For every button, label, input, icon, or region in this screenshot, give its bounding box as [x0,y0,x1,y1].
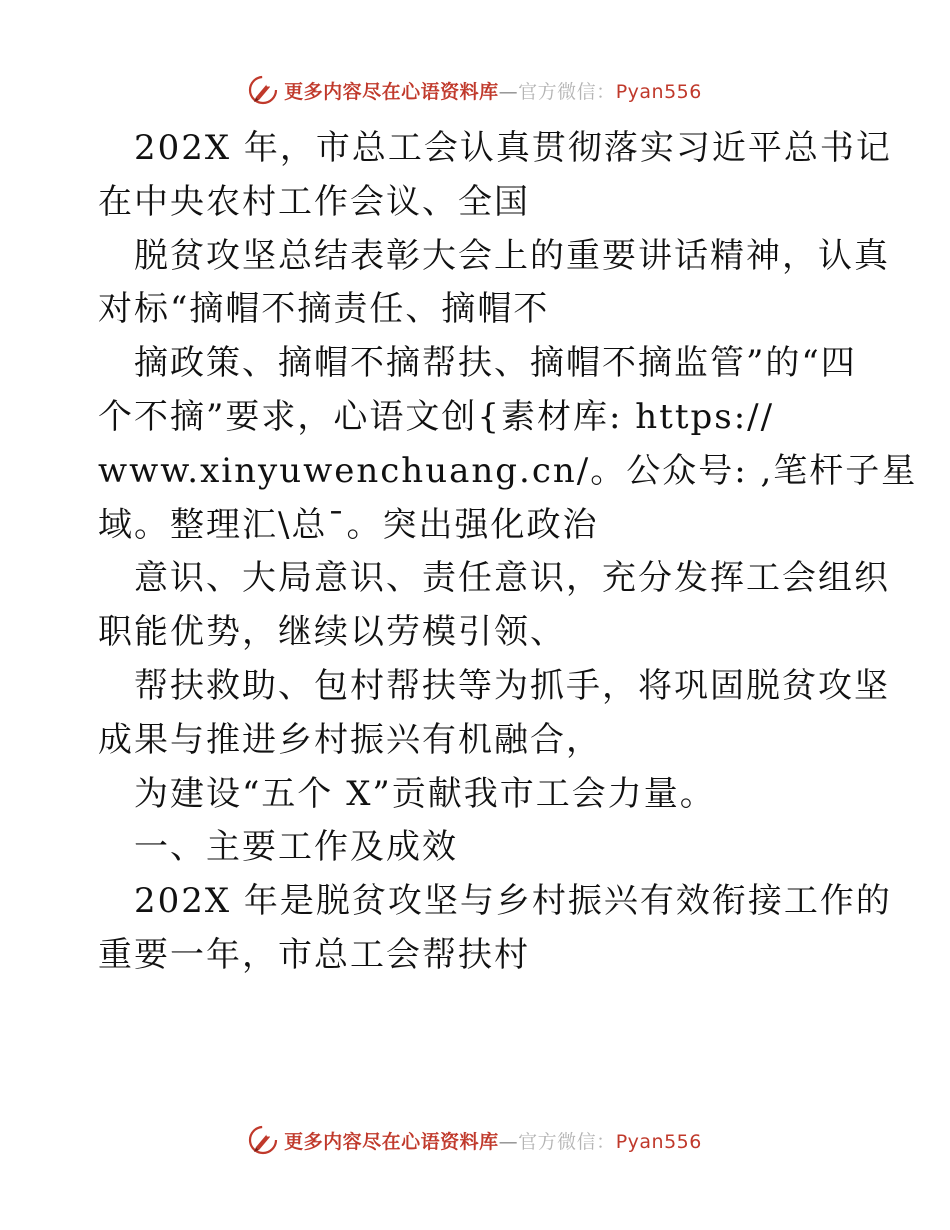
body-line: 帮扶救助、包村帮扶等为抓手，将巩固脱贫攻坚 [134,665,890,706]
body-line: www.xinyuwenchuang.cn/。公众号: ,笔杆子星 [98,450,918,491]
section-heading: 一、主要工作及成效 [134,827,458,868]
body-line: 为建设“五个 X”贡献我市工会力量。 [134,773,716,814]
body-line: 重要一年，市总工会帮扶村 [98,934,530,975]
body-line: 域。整理汇\总¯。突出强化政治 [98,504,599,545]
pen-nib-logo-icon [248,75,278,105]
body-line: 对标“摘帽不摘责任、摘帽不 [98,289,550,330]
footer-suffix: 官方微信： [518,1130,616,1153]
footer-prefix: 更多内容尽在心语资料库 [284,1130,499,1153]
header-prefix: 更多内容尽在心语资料库 [284,80,499,103]
footer-separator: — [498,1130,519,1153]
body-line: 在中央农村工作会议、全国 [98,181,530,222]
body-line: 个不摘”要求，心语文创{素材库: https:// [98,396,775,437]
footer-banner [0,1120,950,1160]
header-banner [0,70,950,110]
footer-banner-text [284,1127,702,1154]
pen-nib-logo-icon [248,1125,278,1155]
document-body [98,122,918,983]
body-line: 成果与推进乡村振兴有机融合， [98,719,602,760]
body-line: 202X 年是脱贫攻坚与乡村振兴有效衔接工作的 [134,881,892,922]
body-line: 意识、大局意识、责任意识，充分发挥工会组织 [134,558,890,599]
body-line: 脱贫攻坚总结表彰大会上的重要讲话精神，认真 [134,235,890,276]
body-line: 职能优势，继续以劳模引领、 [98,612,566,653]
body-line: 摘政策、摘帽不摘帮扶、摘帽不摘监管”的“四 [134,343,857,384]
header-separator: — [498,80,519,103]
footer-handle: Pyan556 [615,1130,702,1153]
header-suffix: 官方微信： [518,80,616,103]
header-handle: Pyan556 [615,80,702,103]
body-line: 202X 年，市总工会认真贯彻落实习近平总书记 [134,128,892,168]
header-banner-text [284,77,702,104]
